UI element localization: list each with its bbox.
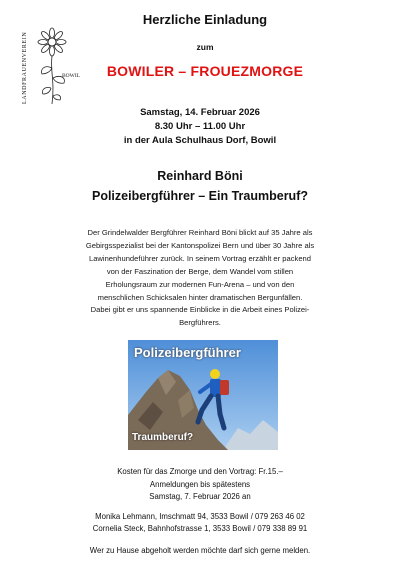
talk-title: Polizeibergführer – Ein Traumberuf? (91, 189, 308, 203)
deadline-line: Samstag, 7. Februar 2026 an (149, 492, 251, 501)
event-time: 8.30 Uhr – 11.00 Uhr (154, 121, 246, 132)
invitation-heading: Herzliche Einladung (142, 12, 268, 27)
description-line: Gebirgsspezialist bei der Kantonspolizei Bern und über 30 Jahre als (85, 240, 315, 250)
flower-logo-icon (22, 26, 80, 108)
description-line: Bergführers. (179, 318, 221, 328)
speaker-name: Reinhard Böni (157, 169, 243, 183)
registration-line: Anmeldungen bis spätestens (149, 479, 251, 489)
description-line: von der Faszination der Berge, dem Wandel vom stillen (106, 266, 294, 276)
zum-text: zum (196, 42, 214, 52)
contact-line: Monika Lehmann, Imschmatt 94, 3533 Bowil / 079 263 46 02 (95, 512, 305, 521)
header (90, 12, 320, 79)
contacts (0, 511, 400, 535)
description-line: Dabei gibt er uns spannende Einblicke in die Arbeit eines Polizei- (90, 305, 310, 315)
event-date: Samstag, 14. Februar 2026 (140, 107, 260, 118)
talk-description (40, 227, 360, 330)
photo-subtitle: Traumberuf? (132, 432, 194, 443)
description-line: menschlichen Schicksalen hinter dramatischen Bergunfällen. (97, 292, 303, 302)
logo-place: BOWIL (62, 73, 81, 79)
pickup-note: Wer zu Hause abgeholt werden möchte darf sich gerne melden. (89, 546, 311, 555)
event-location: in der Aula Schulhaus Dorf, Bowil (123, 135, 277, 146)
description-line: Erholungsraum zur modernen Fun-Arena – und von den (105, 279, 295, 289)
contact-line: Cornelia Steck, Bahnhofstrasse 1, 3533 Bowil / 079 338 89 91 (92, 524, 308, 533)
speaker-block (0, 166, 400, 206)
event-details (0, 106, 400, 148)
description-line: Der Grindelwalder Bergführer Reinhard Böni blickt auf 35 Jahre als (87, 228, 313, 237)
description-line: Lawinenhundeführer zurück. In seinem Vortrag erzählt er packend (88, 253, 312, 263)
event-title: BOWILER – FROUEZMORGE (106, 63, 304, 79)
costs-info (0, 466, 400, 504)
costs-line: Kosten für das Zmorge und den Vortrag: Fr.15.– (117, 467, 283, 476)
logo-vertical-text: LANDFRAUENVEREIN (22, 31, 28, 104)
photo-title: Polizeibergführer (134, 345, 241, 360)
